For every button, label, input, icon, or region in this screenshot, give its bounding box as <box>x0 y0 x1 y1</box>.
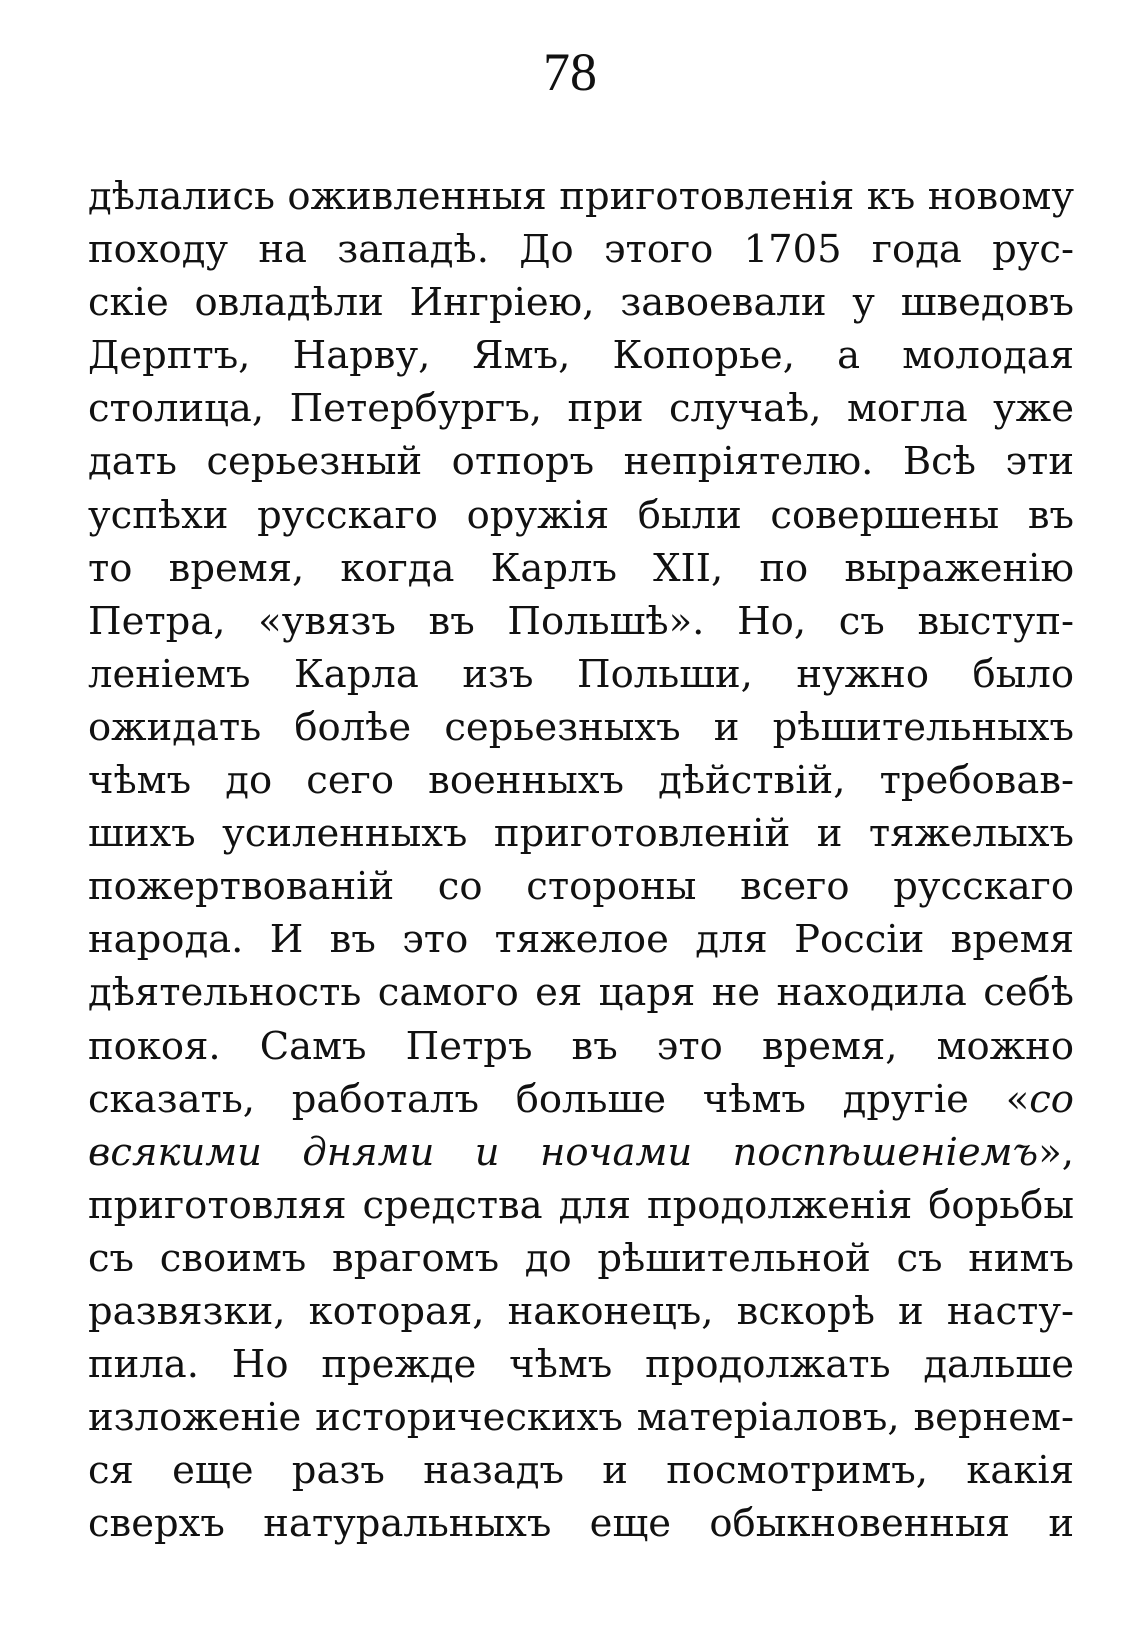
text-line-10: леніемъ Карла изъ Польши, нужно было <box>88 651 1074 697</box>
text-line-16: дѣятельность самого ея царя не находила себѣ <box>88 970 1074 1016</box>
text-line-22: развязки, которая, наконецъ, вскорѣ и насту- <box>88 1288 1074 1334</box>
text-line-14: пожертвованій со стороны всего русскаго <box>88 864 1074 910</box>
text-line-18 <box>88 1073 1074 1126</box>
text-line-19 <box>88 1126 1074 1179</box>
page-number: 78 <box>543 42 597 102</box>
text-line-6: дать серьезный отпоръ непріятелю. Всѣ эти <box>88 439 1074 485</box>
text-line-8: то время, когда Карлъ XII, по выраженію <box>88 545 1074 591</box>
text-line-21: съ своимъ врагомъ до рѣшительной съ нимъ <box>88 1235 1074 1281</box>
text-line-7: успѣхи русскаго оружія были совершены въ <box>88 492 1074 538</box>
text-line-20: приготовляя средства для продолженія борьбы <box>88 1182 1074 1228</box>
text-line-18-italic: со <box>1029 1076 1074 1122</box>
text-line-5: столица, Петербургъ, при случаѣ, могла уже <box>88 386 1074 432</box>
text-line-11: ожидать болѣе серьезныхъ и рѣшительныхъ <box>88 704 1074 750</box>
text-line-26: сверхъ натуральныхъ еще обыкновенныя и <box>88 1501 1074 1547</box>
text-line-25: ся еще разъ назадъ и посмотримъ, какія <box>88 1448 1074 1494</box>
text-line-4: Дерптъ, Нарву, Ямъ, Копорье, а молодая <box>88 333 1074 379</box>
text-line-24: изложеніе историческихъ матеріаловъ, вернем- <box>88 1395 1074 1441</box>
text-line-19-italic: всякими днями и ночами поспѣшеніемъ <box>88 1129 1039 1175</box>
text-line-18-plain: сказать, работалъ больше чѣмъ другіе « <box>88 1076 1030 1122</box>
text-line-19-plain: », <box>1038 1129 1074 1175</box>
body-text <box>88 170 1074 1550</box>
text-line-9: Петра, «увязъ въ Польшѣ». Но, съ выступ- <box>88 598 1074 644</box>
text-line-15: народа. И въ это тяжелое для Россіи время <box>88 917 1074 963</box>
text-line-12: чѣмъ до сего военныхъ дѣйствій, требовав- <box>88 758 1074 804</box>
text-line-13: шихъ усиленныхъ приготовленій и тяжелыхъ <box>88 811 1074 857</box>
text-line-17: покоя. Самъ Петръ въ это время, можно <box>88 1023 1074 1069</box>
text-line-3: скіе овладѣли Ингріею, завоевали у шведовъ <box>88 280 1074 326</box>
text-line-23: пила. Но прежде чѣмъ продолжать дальше <box>88 1342 1074 1388</box>
text-line-1: дѣлались оживленныя приготовленія къ новому <box>88 174 1074 219</box>
text-line-2: походу на западѣ. До этого 1705 года рус- <box>88 227 1074 273</box>
